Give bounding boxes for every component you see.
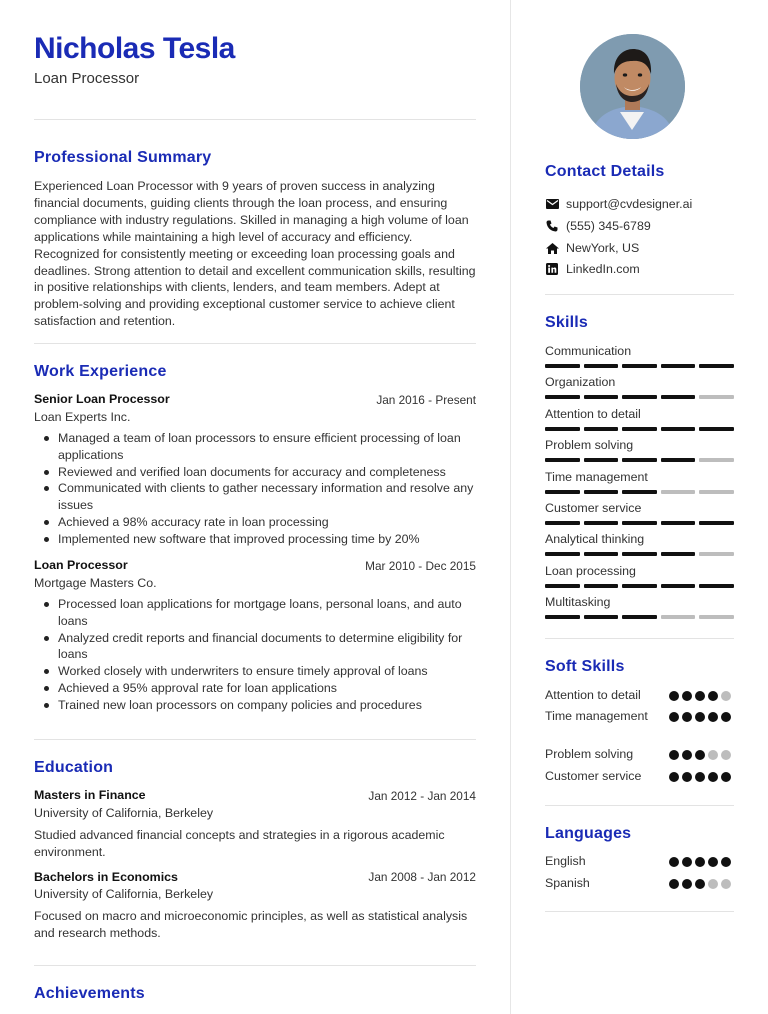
skill-level-segment [584, 458, 619, 462]
rating-dot [682, 772, 692, 782]
skill-label: Problem solving [545, 438, 634, 452]
rating-dot [695, 857, 705, 867]
degree-date: Jan 2012 - Jan 2014 [368, 789, 476, 803]
soft_skills-label: Customer service [545, 769, 642, 783]
skill-level-segment [622, 490, 657, 494]
languages-label: Spanish [545, 876, 590, 890]
rating-dot [682, 879, 692, 889]
skill-level-segment [622, 521, 657, 525]
avatar [580, 34, 685, 139]
section-divider [545, 805, 734, 806]
summary-text: Experienced Loan Processor with 9 years of proven success in analyzing financial documents, guiding clients through the loan process, and ensuring compliance with industry regulations. Skilled in managing a high volume of loan applications while maintaining a high level of accuracy and efficiency. Recognized for consistently meeting or exceeding loan processing goals and deadlines. Strong attention to detail and excellent communication skills, resulting in positive relationships with clients, lenders, and team members. Adept at problem-solving and providing exceptional customer service to achieve client satisfaction and retention. [34, 179, 476, 329]
rating-dot [708, 691, 718, 701]
rating-dot [721, 712, 731, 722]
skill-level-segment [545, 521, 580, 525]
skill-level-bar [545, 552, 734, 556]
skill-level-segment [545, 395, 580, 399]
skill-level-segment [699, 584, 734, 588]
skill-level-segment [622, 395, 657, 399]
envelope-icon [545, 197, 559, 211]
rating-dot [708, 712, 718, 722]
rating-dot [721, 772, 731, 782]
rating-dot [669, 691, 679, 701]
rating-dot [695, 750, 705, 760]
skill-level-segment [584, 490, 619, 494]
list-item: Trained new loan processors on company policies and procedures [34, 697, 476, 714]
skill-level-segment [545, 427, 580, 431]
skill-level-segment [699, 427, 734, 431]
skill-level-segment [622, 427, 657, 431]
skill-level-segment [661, 364, 696, 368]
list-item: Processed loan applications for mortgage loans, personal loans, and auto loans [34, 596, 476, 630]
profile-photo [580, 34, 685, 139]
job-bullets [34, 596, 476, 714]
section-divider [545, 638, 734, 639]
skill-label: Multitasking [545, 595, 611, 609]
contact-title: Contact Details [545, 163, 665, 180]
skill-label: Loan processing [545, 564, 636, 578]
rating-dot [669, 857, 679, 867]
school-name: University of California, Berkeley [34, 887, 214, 901]
skill-label: Analytical thinking [545, 532, 645, 546]
contact-text: LinkedIn.com [566, 262, 640, 276]
skill-level-segment [545, 364, 580, 368]
skill-level-segment [622, 615, 657, 619]
skill-level-bar [545, 584, 734, 588]
skill-level-bar [545, 615, 734, 619]
soft_skills-rating-dots [669, 712, 731, 722]
rating-dot [682, 750, 692, 760]
skill-level-segment [622, 584, 657, 588]
skill-level-segment [699, 521, 734, 525]
skill-level-bar [545, 364, 734, 368]
list-item: Worked closely with underwriters to ensure timely approval of loans [34, 663, 476, 680]
skill-level-segment [545, 490, 580, 494]
skill-level-segment [584, 427, 619, 431]
skill-level-segment [661, 490, 696, 494]
skill-level-bar [545, 521, 734, 525]
languages-title: Languages [545, 825, 632, 842]
skills-title: Skills [545, 314, 589, 331]
soft_skills-label: Problem solving [545, 747, 634, 761]
skill-level-bar [545, 458, 734, 462]
job-date: Mar 2010 - Dec 2015 [365, 559, 476, 573]
skill-level-segment [699, 458, 734, 462]
job-company: Loan Experts Inc. [34, 410, 131, 424]
school-name: University of California, Berkeley [34, 806, 214, 820]
rating-dot [721, 857, 731, 867]
home-icon [545, 241, 559, 255]
skill-level-segment [661, 615, 696, 619]
contact-linkedin[interactable] [545, 262, 640, 276]
skill-level-segment [661, 552, 696, 556]
skill-level-segment [584, 584, 619, 588]
languages-label: English [545, 854, 586, 868]
degree-title: Masters in Finance [34, 788, 146, 802]
soft_skills-rating-dots [669, 750, 731, 760]
contact-text: support@cvdesigner.ai [566, 197, 693, 211]
skill-level-segment [622, 552, 657, 556]
soft_skills-rating-dots [669, 691, 731, 701]
skill-level-segment [699, 490, 734, 494]
rating-dot [695, 691, 705, 701]
rating-dot [669, 750, 679, 760]
list-item: Communicated with clients to gather necessary information and resolve any issues [34, 480, 476, 514]
skill-level-segment [622, 458, 657, 462]
contact-text: (555) 345-6789 [566, 219, 651, 233]
column-divider [510, 0, 511, 1014]
skill-level-segment [584, 364, 619, 368]
list-item: Reviewed and verified loan documents for accuracy and completeness [34, 464, 476, 481]
skill-level-segment [545, 458, 580, 462]
skill-level-segment [661, 395, 696, 399]
rating-dot [682, 691, 692, 701]
contact-text: NewYork, US [566, 241, 640, 255]
job-company: Mortgage Masters Co. [34, 576, 157, 590]
rating-dot [708, 750, 718, 760]
skill-level-segment [545, 615, 580, 619]
section-divider [545, 911, 734, 912]
skill-label: Organization [545, 375, 616, 389]
degree-description: Studied advanced financial concepts and strategies in a rigorous academic environment. [34, 828, 445, 859]
skill-level-segment [545, 552, 580, 556]
skill-label: Customer service [545, 501, 642, 515]
skill-level-bar [545, 427, 734, 431]
languages-rating-dots [669, 879, 731, 889]
job-title: Loan Processor [34, 558, 128, 572]
rating-dot [721, 879, 731, 889]
skill-label: Communication [545, 344, 632, 358]
soft_skills-rating-dots [669, 772, 731, 782]
skill-level-segment [699, 552, 734, 556]
contact-email[interactable] [545, 197, 692, 211]
rating-dot [708, 857, 718, 867]
rating-dot [708, 772, 718, 782]
job-title: Senior Loan Processor [34, 392, 170, 406]
skill-level-bar [545, 395, 734, 399]
rating-dot [695, 879, 705, 889]
contact-location [545, 241, 639, 255]
soft-skills-title: Soft Skills [545, 658, 625, 675]
list-item: Analyzed credit reports and financial documents to determine eligibility for loans [34, 630, 476, 664]
skill-level-segment [584, 552, 619, 556]
skill-level-segment [661, 521, 696, 525]
skill-level-segment [584, 615, 619, 619]
rating-dot [708, 879, 718, 889]
soft_skills-label: Attention to detail [545, 688, 641, 702]
skill-level-segment [584, 395, 619, 399]
section-divider [34, 119, 476, 120]
degree-date: Jan 2008 - Jan 2012 [368, 870, 476, 884]
section-divider [34, 739, 476, 740]
rating-dot [669, 772, 679, 782]
skill-level-segment [699, 395, 734, 399]
rating-dot [721, 750, 731, 760]
skill-level-segment [584, 521, 619, 525]
rating-dot [695, 712, 705, 722]
phone-icon [545, 219, 559, 233]
rating-dot [669, 879, 679, 889]
job-date: Jan 2016 - Present [376, 393, 476, 407]
linkedin-icon [545, 262, 559, 276]
skill-level-segment [545, 584, 580, 588]
languages-rating-dots [669, 857, 731, 867]
education-title: Education [34, 759, 114, 776]
skill-level-segment [661, 458, 696, 462]
rating-dot [669, 712, 679, 722]
summary-title: Professional Summary [34, 149, 212, 166]
candidate-role: Loan Processor [34, 70, 140, 87]
achievements-title: Achievements [34, 985, 145, 1002]
skill-level-bar [545, 490, 734, 494]
rating-dot [695, 772, 705, 782]
skill-level-segment [699, 364, 734, 368]
rating-dot [682, 857, 692, 867]
contact-phone[interactable] [545, 219, 651, 233]
section-divider [34, 965, 476, 966]
list-item: Implemented new software that improved processing time by 20% [34, 531, 476, 548]
list-item: Achieved a 95% approval rate for loan applications [34, 680, 476, 697]
rating-dot [721, 691, 731, 701]
section-divider [545, 294, 734, 295]
skill-label: Attention to detail [545, 407, 641, 421]
list-item: Managed a team of loan processors to ensure efficient processing of loan applications [34, 430, 476, 464]
skill-level-segment [699, 615, 734, 619]
degree-description: Focused on macro and microeconomic principles, as well as statistical analysis and research methods. [34, 909, 468, 940]
rating-dot [682, 712, 692, 722]
soft_skills-label: Time management [545, 709, 648, 723]
section-divider [34, 343, 476, 344]
skill-level-segment [661, 584, 696, 588]
skill-level-segment [661, 427, 696, 431]
skill-label: Time management [545, 470, 648, 484]
candidate-name: Nicholas Tesla [34, 32, 235, 65]
job-bullets [34, 430, 476, 548]
degree-title: Bachelors in Economics [34, 870, 178, 884]
experience-title: Work Experience [34, 363, 167, 380]
skill-level-segment [622, 364, 657, 368]
list-item: Achieved a 98% accuracy rate in loan processing [34, 514, 476, 531]
